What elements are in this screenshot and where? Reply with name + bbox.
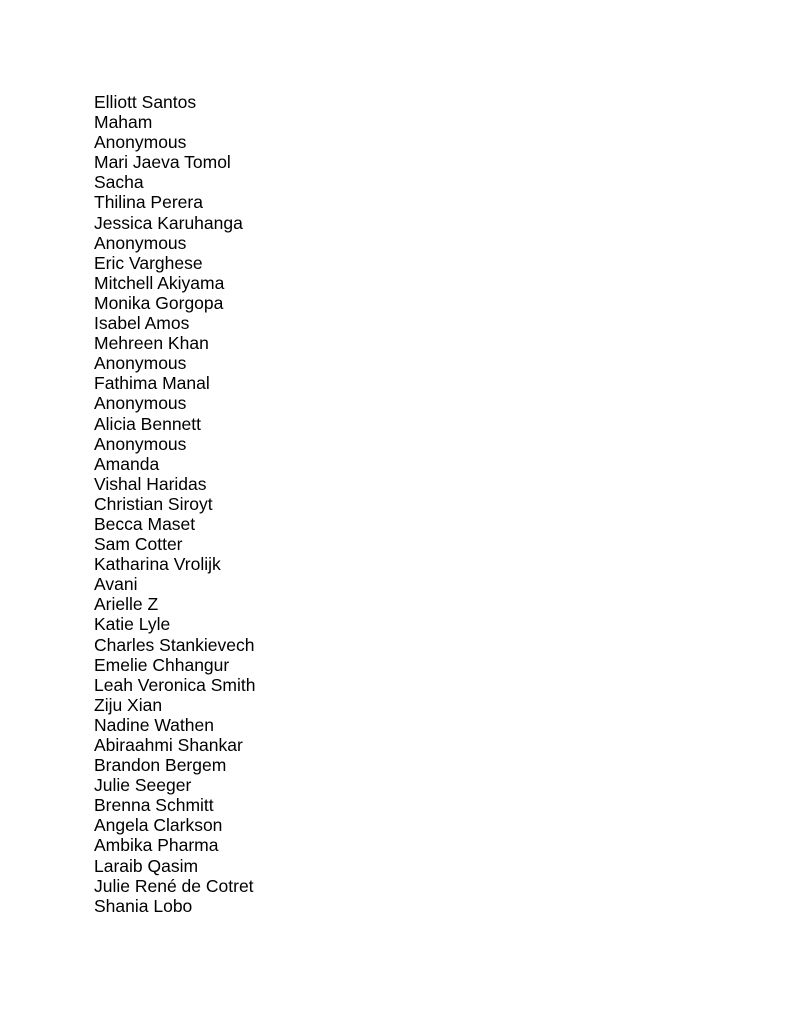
name-entry: Maham xyxy=(94,112,153,133)
name-list xyxy=(94,92,256,916)
name-entry: Anonymous xyxy=(94,232,187,253)
name-entry: Abiraahmi Shankar xyxy=(94,735,243,755)
name-entry: Monika Gorgopa xyxy=(94,292,224,313)
name-entry: Jessica Karuhanga xyxy=(94,212,243,233)
name-entry: Julie René de Cotret xyxy=(94,875,254,896)
name-entry: Sacha xyxy=(94,172,144,193)
name-entry: Isabel Amos xyxy=(94,313,190,334)
name-entry: Mehreen Khan xyxy=(94,333,209,354)
name-entry: Ambika Pharma xyxy=(94,835,219,856)
name-entry: Leah Veronica Smith xyxy=(94,674,256,695)
name-entry: Christian Siroyt xyxy=(94,493,213,514)
name-entry: Mari Jaeva Tomol xyxy=(94,152,231,173)
name-entry: Katharina Vrolijk xyxy=(94,554,221,575)
name-entry: Vishal Haridas xyxy=(94,473,207,494)
name-entry: Emelie Chhangur xyxy=(94,654,230,675)
name-entry: Sam Cotter xyxy=(94,534,183,555)
name-entry: Laraib Qasim xyxy=(94,855,199,876)
name-entry: Anonymous xyxy=(94,353,187,374)
name-entry: Julie Seeger xyxy=(94,775,192,796)
name-entry: Ziju Xian xyxy=(94,694,163,715)
name-entry: Anonymous xyxy=(94,393,187,414)
name-entry: Nadine Wathen xyxy=(94,714,214,735)
name-entry: Amanda xyxy=(94,453,160,474)
name-entry: Mitchell Akiyama xyxy=(94,272,225,293)
name-entry: Angela Clarkson xyxy=(94,815,223,836)
name-entry: Brenna Schmitt xyxy=(94,795,214,816)
name-entry: Anonymous xyxy=(94,433,187,454)
name-entry: Katie Lyle xyxy=(94,614,171,635)
name-entry: Becca Maset xyxy=(94,513,196,534)
name-entry: Anonymous xyxy=(94,132,187,153)
name-entry: Alicia Bennett xyxy=(94,413,202,434)
name-entry: Thilina Perera xyxy=(94,192,203,213)
name-entry: Eric Varghese xyxy=(94,252,203,273)
name-entry: Fathima Manal xyxy=(94,373,210,394)
name-entry: Brandon Bergem xyxy=(94,755,227,776)
name-entry: Arielle Z xyxy=(94,594,159,615)
name-entry: Elliott Santos xyxy=(94,92,197,112)
name-entry: Avani xyxy=(94,574,138,595)
name-entry: Shania Lobo xyxy=(94,895,193,916)
name-entry: Charles Stankievech xyxy=(94,634,255,655)
